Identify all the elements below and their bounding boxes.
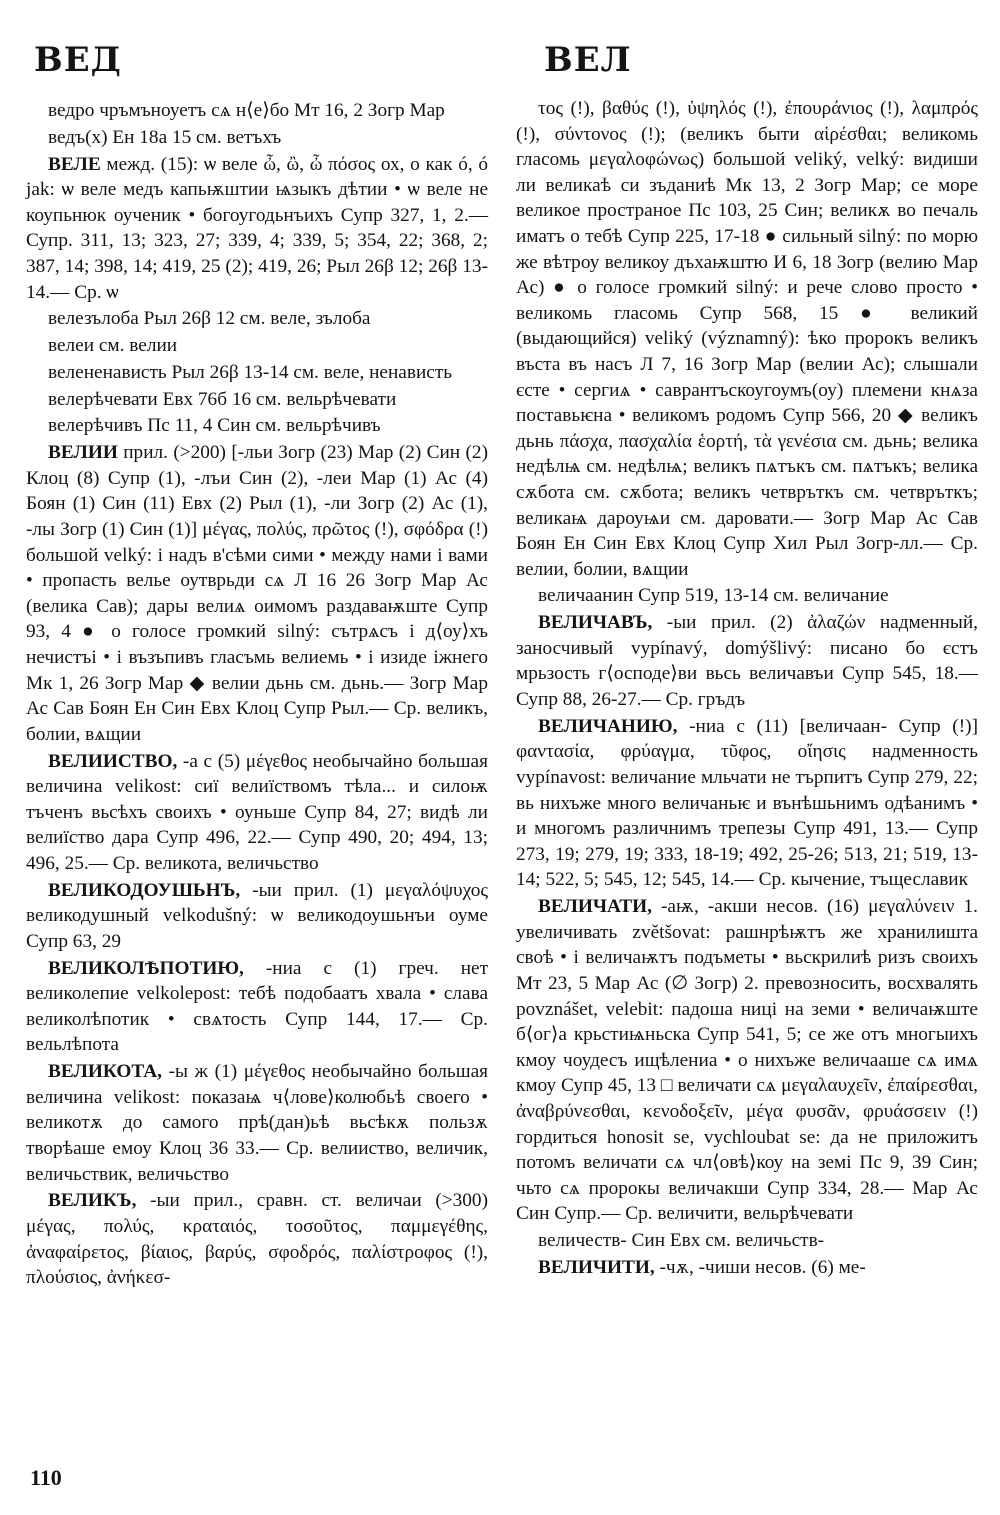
dictionary-entry xyxy=(516,610,978,712)
entry-headword: ВЕЛИКЪ, xyxy=(48,1190,137,1212)
dictionary-entry xyxy=(26,749,488,877)
dictionary-entry xyxy=(516,714,978,893)
entry-headword: ВЕЛИИСТВО, xyxy=(48,750,178,772)
entry-headword: ВЕЛИКОЛѢПОТИЮ, xyxy=(48,957,244,979)
entry-headword: ВЕЛИЧИТИ, xyxy=(538,1256,655,1278)
entry-text: -ы ж (1) μέγεθος необычайно большая величина velikost: показаѩ ч⟨лове⟩колюбьѣ своего • великотѫ до самого прѣ(дан)ьѣ вьсѣкѫ пользѫ творѣаше емоу Клоц 36 33.— Ср. велииство, величик, величьствик, величьство xyxy=(26,1061,488,1185)
dictionary-entry xyxy=(26,333,488,359)
entry-text: -ниа с (11) [величаан- Супр (!)] φαντασία, φρύαγμα, τῦφος, οἴησις надменность vypínavost: величание мльчати не търпитъ Супр 279, 22; вь нихъже много величаньѥ и вънѣшьнимъ одѣанимъ • и многомъ различнимъ трепезы Супр 491, 13.— Супр 273, 19; 279, 19; 333, 18-19; 492, 25-26; 513, 21; 519, 13-14; 522, 5; 545, 12; 545, 14.— Ср. кычение, тъщеславик xyxy=(516,715,978,891)
dictionary-entry xyxy=(26,956,488,1058)
dictionary-entry xyxy=(26,306,488,332)
entry-text: -ыи прил., сравн. ст. величаи (>300) μέγας, πολύς, κραταιός, τοσοῦτος, παμμεγέθης, ἀναφαίρετος, βίαιος, βαρύς, σφοδρός, παλίστροφος (!), πλούσιος, ἀνήκεσ- xyxy=(26,1190,488,1289)
dictionary-entry xyxy=(26,1188,488,1290)
entry-text: -аѭ, -акши несов. (16) μεγαλύνειν 1. увеличивать zvětšovat: рашнрѣѭтъ же хранилишта своѣ • і величаѭтъ подъметы • вьскрилиѣ ризъ своихъ Мт 23, 5 Мар Ас (∅ Зогр) 2. превозносить, восхвалять povznášet, velebit: падоша ниці на земи • величаѭште б⟨ог⟩а крьстиѩньска Супр 541, 5; се же отъ многыихъ кмоу чоудесъ ищѣлениа • о нихъже величааше сѧ имѧ кмоу Супр 45, 13 □ величати сѧ μεγαλαυχεῖν, ἐπαίρεσθαι, ἀναβρύνεσθαι, κενοδοξεῖν, μέγα φυσᾶν, φρυάσσειν (!) гордиться honosit se, vychloubat se: да не приложитъ потомъ величати сѧ чл⟨овѣ⟩коу на земі Пс 9, 39 Син; чьто сѧ пророкы величакши Супр 334, 28.— Мар Ас Син Супр.— Ср. величити, вельрѣчевати xyxy=(516,896,978,1225)
entry-text: межд. (15): ѡ веле ὦ, ὢ, ὦ πόσος ох, о как ó, ó jak: ѡ веле медъ капьѭштии ѩзыкъ дѣтии • ѡ веле не коупьнюк оученик • богоугодьнъихъ Супр 327, 1, 2.— Супр. 311, 13; 323, 27; 339, 4; 339, 5; 354, 22; 368, 2; 387, 14; 398, 14; 419, 25 (2); 419, 26; Рыл 26β 12; 26β 13-14.— Ср. ѡ xyxy=(26,153,488,303)
dictionary-entry xyxy=(26,413,488,439)
left-column xyxy=(26,98,488,1292)
entry-headword: ВЕЛИЧАТИ, xyxy=(538,896,652,918)
dictionary-entry xyxy=(516,894,978,1227)
page-number: 110 xyxy=(30,1465,62,1490)
entry-text: -а с (5) μέγεθος необычайно большая величина velikost: сиї велиїствомъ тѣла... и силоѭ тъченъ вьсѣхъ своихъ • оуньше Супр 84, 27; видѣ ли велиїство дара Супр 496, 22.— Супр 490, 20; 494, 13; 496, 25.— Ср. великота, величьство xyxy=(26,750,488,874)
dictionary-entry xyxy=(26,440,488,747)
dictionary-entry xyxy=(26,152,488,306)
entry-text: велерѣчивъ Пс 11, 4 Син см. вельрѣчивъ xyxy=(48,415,381,437)
entry-text: величеств- Син Евх см. величьств- xyxy=(538,1230,825,1252)
dictionary-entry xyxy=(26,387,488,413)
dictionary-entry xyxy=(26,98,488,124)
entry-text: -ыи прил. (2) ἀλαζών надменный, заносчивый vypínavý, domýšlivý: писано бо єстъ мрьзость г⟨осподе⟩ви вьсь величавъи Супр 545, 18.— Супр 88, 26-27.— Ср. гръдъ xyxy=(516,612,978,711)
entry-headword: ВЕЛИЧАВЪ, xyxy=(538,612,653,634)
entry-headword: ВЕЛИЧАНИЮ, xyxy=(538,715,678,737)
dictionary-entry xyxy=(516,583,978,609)
entry-text: велезълоба Рыл 26β 12 см. веле, зълоба xyxy=(48,308,371,330)
entry-text: -ыи прил. (1) μεγαλόψυχος великодушный velkodušný: ѡ великодоушьнъи оуме Супр 63, 29 xyxy=(26,879,488,952)
dictionary-entry xyxy=(26,125,488,151)
dictionary-entry xyxy=(516,1228,978,1254)
entry-headword: ВЕЛИИ xyxy=(48,442,118,464)
dictionary-entry xyxy=(516,1255,978,1281)
entry-headword: ВЕЛИКОДОУШЬНЪ, xyxy=(48,879,241,901)
entry-text: -ниа с (1) греч. нет великолепие velkolepost: тебѣ подобаатъ хвала • слава великолѣпотик • свѧтость Супр 144, 17.— Ср. вельлѣпота xyxy=(26,957,488,1056)
entry-text: τος (!), βαθύς (!), ὑψηλός (!), ἐπουράνιος (!), λαμπρός (!), σύντονος (!); (великъ быти αἱρέσθαι; великомь гласомь μεγαλοφώνως) большой veliký, velký: видиши ли великаѣ си зъданиѣ Мк 13, 2 Зогр Мар; се море великое пространое Пс 103, 25 Син; великѫ во печаль иматъ о тебѣ Супр 225, 17-18 ● сильный silný: по морю же вѣтроу великоу дъхаѭштю И 6, 18 Зогр (велию Мар Ас) ● о голосе громкий silný: и рече слово просто • великомь гласомь Супр 568, 15 ● великий (выдающийся) veliký (významný): ѣко пророкъ великъ въста въ насъ Л 7, 16 Зогр Мар (велии Ас); слышали єсте • сергиѧ • саврантъскоугоумъ(оу) племени кнѧза поставьѥна • великомъ родомъ Супр 566, 20 ◆ великъ дьнь πάσχα, πασχαλία ἑορτή, τὰ γενέσια см. дьнь; велика недѣлѩ см. недѣлѩ; великъ пѧтъкъ см. пѧтъкъ; велика сѫбота см. сѫбота; великъ четвръткъ см. четвръткъ; великаѩ дароуѩи см. даровати.— Зогр Мар Ас Сав Боян Ен Син Евх Клоц Супр Хил Рыл Зогр-лл.— Ср. велии, болии, вѧщии xyxy=(516,98,978,580)
dictionary-entry xyxy=(26,1059,488,1187)
entry-text: прил. (>200) [-льи Зогр (23) Мар (2) Син (2) Клоц (8) Супр (1), -лъи Син (2), -леи Мар (1) Ас (4) Боян (1) Син (11) Евх (2) Рыл (1), -ли Зогр (2) Ас (1), -лы Зогр (1) Син (1)] μέγας, πολύς, πρῶτος (!), σφόδρα (!) большой velký: і надъ в'сѣми сими • между нами і вами • пропасть велье оутврьди сѧ Л 16 26 Зогр Мар Ас (велика Сав); дары велиѧ оимомъ раздаваѭште Супр 93, 4 ● о голосе громкий silný: сътрѧсъ і д⟨оу⟩хъ нечистъі • і възъпивъ гласъмь велиемь • і изиде іжнего Мк 1, 26 Зогр Мар ◆ велии дьнь см. дьнь.— Зогр Мар Ас Сав Боян Ен Син Евх Клоц Супр Рыл.— Ср. великъ, болии, вѧщии xyxy=(26,442,488,745)
dictionary-entry xyxy=(26,360,488,386)
entry-text: ведъ(х) Ен 18а 15 см. ветъхъ xyxy=(48,126,282,148)
right-column xyxy=(516,96,978,1282)
entry-text: велерѣчевати Евх 76б 16 см. вельрѣчевати xyxy=(48,388,397,410)
entry-text: ведро чръмъноуетъ сѧ н⟨е⟩бо Мт 16, 2 Зогр Мар xyxy=(48,100,445,121)
entry-text: велененависть Рыл 26β 13-14 см. веле, ненависть xyxy=(48,361,453,383)
dictionary-entry xyxy=(26,878,488,955)
running-header-left: ВЕД xyxy=(34,40,122,80)
entry-headword: ВЕЛИКОТА, xyxy=(48,1061,162,1083)
entry-text: величаанин Супр 519, 13-14 см. величание xyxy=(538,585,889,607)
entry-headword: ВЕЛЕ xyxy=(48,153,101,175)
entry-text: -чѫ, -чиши несов. (6) ме- xyxy=(659,1256,866,1278)
running-header-right: ВЕЛ xyxy=(544,40,632,80)
entry-text: велеи см. велии xyxy=(48,335,178,357)
dictionary-entry xyxy=(516,96,978,582)
